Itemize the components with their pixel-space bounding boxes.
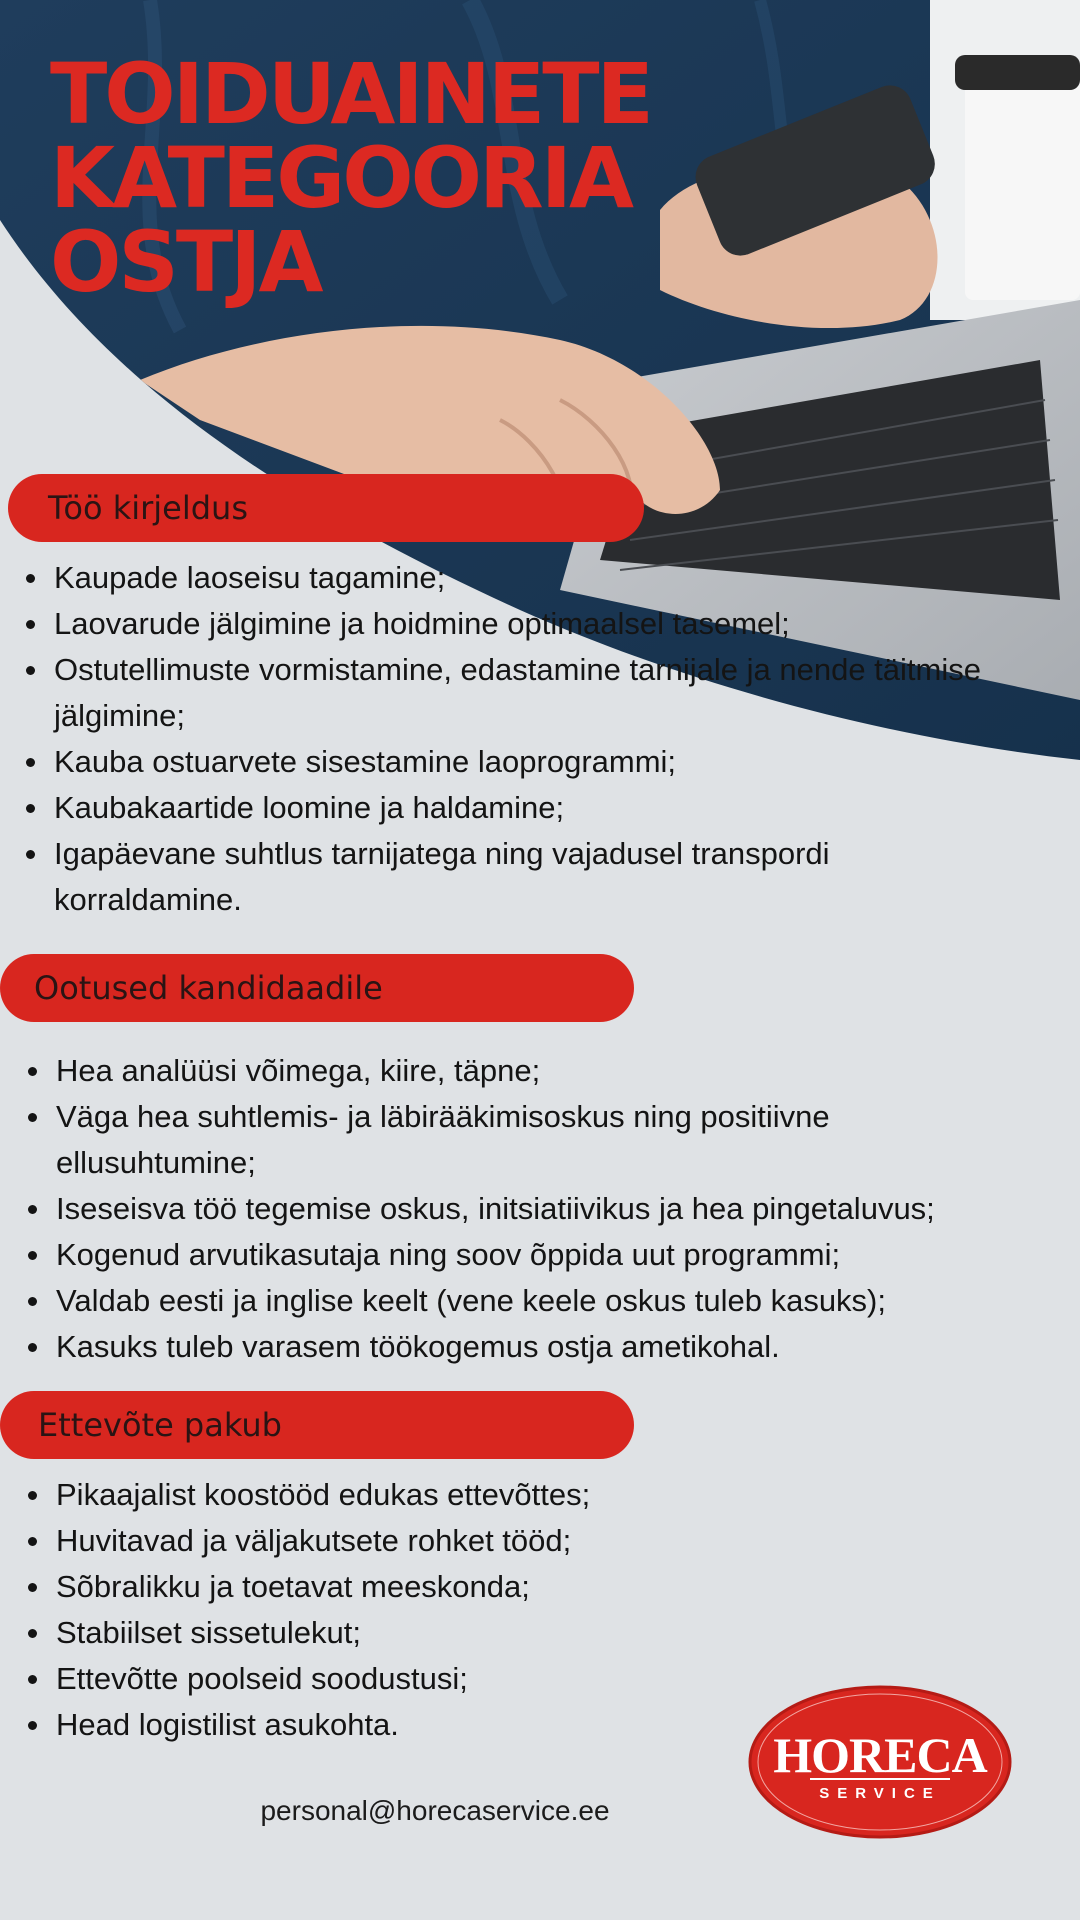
list-item: Valdab eesti ja inglise keelt (vene keele oskus tuleb kasuks);	[28, 1278, 1028, 1324]
list-item: Kogenud arvutikasutaja ning soov õppida uut programmi;	[28, 1232, 1028, 1278]
section-heading-expectations: Ootused kandidaadile	[0, 954, 634, 1022]
section-heading-company-offers: Ettevõte pakub	[0, 1391, 634, 1459]
list-item: Kaupade laoseisu tagamine;	[26, 555, 1076, 601]
title-line-1: TOIDUAINETE	[50, 45, 651, 143]
title-line-2: KATEGOORIA	[50, 129, 631, 227]
list-item: Ettevõtte poolseid soodustusi;	[28, 1656, 828, 1702]
list-item: Huvitavad ja väljakutsete rohket tööd;	[28, 1518, 828, 1564]
list-item: Pikaajalist koostööd edukas ettevõttes;	[28, 1472, 828, 1518]
contact-email[interactable]: personal@horecaservice.ee	[260, 1795, 610, 1826]
title-line-3: OSTJA	[50, 213, 321, 311]
job-description-list	[26, 555, 1076, 923]
list-item: Igapäevane suhtlus tarnijatega ning vajadusel transpordi korraldamine.	[26, 831, 954, 923]
list-item: Kaubakaartide loomine ja haldamine;	[26, 785, 1076, 831]
list-item: Väga hea suhtlemis- ja läbirääkimisoskus ning positiivne ellusuhtumine;	[28, 1094, 936, 1186]
logo-subtitle: SERVICE	[819, 1785, 941, 1802]
list-item: Stabiilset sissetulekut;	[28, 1610, 828, 1656]
list-item: Kasuks tuleb varasem töökogemus ostja ametikohal.	[28, 1324, 1028, 1370]
section-heading-job-description: Töö kirjeldus	[8, 474, 644, 542]
company-offers-list	[28, 1472, 828, 1748]
list-item: Iseseisva töö tegemise oskus, initsiatiivikus ja hea pingetaluvus;	[28, 1186, 1028, 1232]
expectations-list	[28, 1048, 1028, 1370]
page-title	[50, 45, 651, 311]
logo-name: HORECA	[773, 1727, 987, 1783]
list-item: Ostutellimuste vormistamine, edastamine tarnijale ja nende täitmise jälgimine;	[26, 647, 1076, 739]
list-item: Kauba ostuarvete sisestamine laoprogrammi;	[26, 739, 1076, 785]
list-item: Laovarude jälgimine ja hoidmine optimaalsel tasemel;	[26, 601, 1076, 647]
list-item: Sõbralikku ja toetavat meeskonda;	[28, 1564, 828, 1610]
list-item: Head logistilist asukohta.	[28, 1702, 828, 1748]
list-item: Hea analüüsi võimega, kiire, täpne;	[28, 1048, 1028, 1094]
